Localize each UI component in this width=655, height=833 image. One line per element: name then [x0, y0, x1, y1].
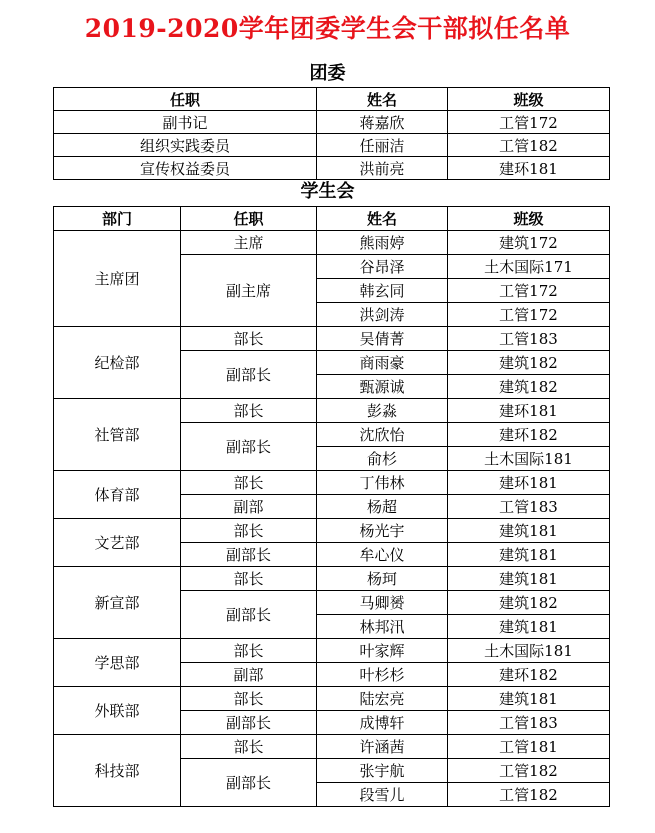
name-cell: 任丽洁 — [317, 134, 448, 157]
role-cell: 副部长 — [181, 543, 317, 567]
class-cell: 建筑181 — [448, 567, 610, 591]
role-cell: 副部长 — [181, 759, 317, 807]
name-cell: 熊雨婷 — [317, 231, 448, 255]
role-cell: 主席 — [181, 231, 317, 255]
name-cell: 叶家辉 — [317, 639, 448, 663]
xueshenghui-table-body — [54, 231, 610, 807]
name-cell: 洪剑涛 — [317, 303, 448, 327]
class-cell: 建环182 — [448, 663, 610, 687]
table-row — [54, 134, 610, 157]
column-header-department: 部门 — [54, 207, 181, 231]
name-cell: 甄源诚 — [317, 375, 448, 399]
table-row — [54, 231, 610, 255]
department-cell: 文艺部 — [54, 519, 181, 567]
name-cell: 彭淼 — [317, 399, 448, 423]
role-cell: 部长 — [181, 471, 317, 495]
table-row — [54, 687, 610, 711]
name-cell: 段雪儿 — [317, 783, 448, 807]
page-title: 2019-2020学年团委学生会干部拟任名单 — [84, 14, 571, 43]
class-cell: 建筑181 — [448, 687, 610, 711]
role-cell: 宣传权益委员 — [54, 157, 317, 180]
role-cell: 部长 — [181, 399, 317, 423]
class-cell: 建筑182 — [448, 351, 610, 375]
class-cell: 土木国际171 — [448, 255, 610, 279]
column-header-name: 姓名 — [317, 88, 448, 111]
column-header-name: 姓名 — [317, 207, 448, 231]
class-cell: 工管172 — [448, 111, 610, 134]
table-row — [54, 327, 610, 351]
class-cell: 工管183 — [448, 327, 610, 351]
class-cell: 建环181 — [448, 399, 610, 423]
role-cell: 部长 — [181, 567, 317, 591]
department-cell: 社管部 — [54, 399, 181, 471]
section-title-xueshenghui: 学生会 — [300, 181, 355, 202]
section-title-tuanwei: 团委 — [309, 63, 346, 84]
class-cell: 建筑181 — [448, 615, 610, 639]
class-cell: 建筑181 — [448, 519, 610, 543]
role-cell: 副书记 — [54, 111, 317, 134]
name-cell: 许涵茜 — [317, 735, 448, 759]
table-row — [54, 519, 610, 543]
name-cell: 陆宏亮 — [317, 687, 448, 711]
class-cell: 工管183 — [448, 495, 610, 519]
class-cell: 工管181 — [448, 735, 610, 759]
department-cell: 新宣部 — [54, 567, 181, 639]
role-cell: 副部长 — [181, 591, 317, 639]
table-row — [54, 399, 610, 423]
role-cell: 副部长 — [181, 711, 317, 735]
class-cell: 工管172 — [448, 279, 610, 303]
name-cell: 吴倩菁 — [317, 327, 448, 351]
name-cell: 叶杉杉 — [317, 663, 448, 687]
name-cell: 杨珂 — [317, 567, 448, 591]
name-cell: 韩玄同 — [317, 279, 448, 303]
role-cell: 组织实践委员 — [54, 134, 317, 157]
role-cell: 部长 — [181, 327, 317, 351]
class-cell: 建筑182 — [448, 591, 610, 615]
table-row — [54, 639, 610, 663]
table-row — [54, 471, 610, 495]
name-cell: 杨光宇 — [317, 519, 448, 543]
department-cell: 外联部 — [54, 687, 181, 735]
class-cell: 土木国际181 — [448, 639, 610, 663]
role-cell: 部长 — [181, 735, 317, 759]
role-cell: 副部长 — [181, 423, 317, 471]
name-cell: 成博轩 — [317, 711, 448, 735]
class-cell: 工管182 — [448, 783, 610, 807]
name-cell: 俞杉 — [317, 447, 448, 471]
department-cell: 主席团 — [54, 231, 181, 327]
class-cell: 工管183 — [448, 711, 610, 735]
role-cell: 副部长 — [181, 351, 317, 399]
class-cell: 工管172 — [448, 303, 610, 327]
name-cell: 杨超 — [317, 495, 448, 519]
name-cell: 牟心仪 — [317, 543, 448, 567]
name-cell: 洪前亮 — [317, 157, 448, 180]
table-row — [54, 567, 610, 591]
class-cell: 工管182 — [448, 134, 610, 157]
table-row — [54, 735, 610, 759]
class-cell: 建筑182 — [448, 375, 610, 399]
class-cell: 土木国际181 — [448, 447, 610, 471]
role-cell: 部长 — [181, 519, 317, 543]
name-cell: 马卿赟 — [317, 591, 448, 615]
department-cell: 纪检部 — [54, 327, 181, 399]
column-header-class: 班级 — [448, 88, 610, 111]
xueshenghui-table — [53, 206, 610, 807]
column-header-role: 任职 — [54, 88, 317, 111]
name-cell: 沈欣怡 — [317, 423, 448, 447]
tuanwei-table — [53, 87, 610, 180]
role-cell: 副主席 — [181, 255, 317, 327]
role-cell: 部长 — [181, 639, 317, 663]
name-cell: 张宇航 — [317, 759, 448, 783]
class-cell: 建环181 — [448, 471, 610, 495]
name-cell: 林邦汛 — [317, 615, 448, 639]
class-cell: 建筑172 — [448, 231, 610, 255]
name-cell: 商雨豪 — [317, 351, 448, 375]
role-cell: 副部 — [181, 663, 317, 687]
column-header-class: 班级 — [448, 207, 610, 231]
class-cell: 工管182 — [448, 759, 610, 783]
department-cell: 学思部 — [54, 639, 181, 687]
table-row — [54, 111, 610, 134]
role-cell: 副部 — [181, 495, 317, 519]
class-cell: 建环182 — [448, 423, 610, 447]
table-row — [54, 157, 610, 180]
column-header-role: 任职 — [181, 207, 317, 231]
department-cell: 体育部 — [54, 471, 181, 519]
department-cell: 科技部 — [54, 735, 181, 807]
name-cell: 蒋嘉欣 — [317, 111, 448, 134]
class-cell: 建筑181 — [448, 543, 610, 567]
name-cell: 丁伟林 — [317, 471, 448, 495]
class-cell: 建环181 — [448, 157, 610, 180]
name-cell: 谷昂泽 — [317, 255, 448, 279]
role-cell: 部长 — [181, 687, 317, 711]
